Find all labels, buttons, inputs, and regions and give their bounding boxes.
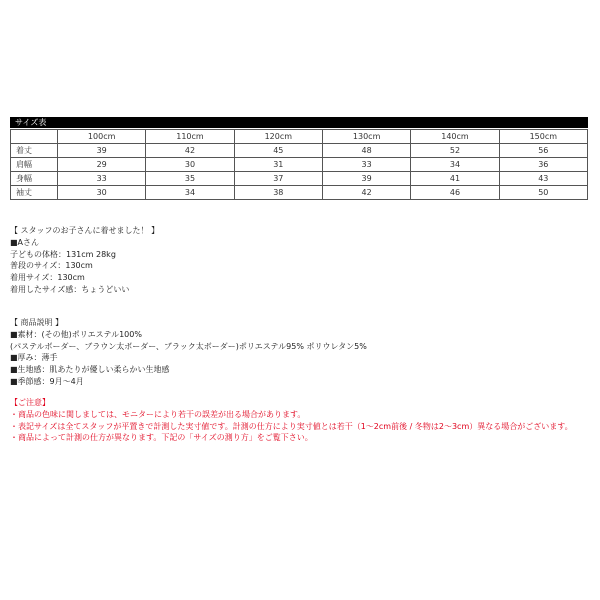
table-cell: 31 — [234, 158, 322, 172]
product-line: (パステルボーダー、ブラウン太ボーダー、ブラック太ボーダー)ポリエステル95% ポリウレタン5% — [10, 341, 367, 351]
table-row — [11, 186, 588, 200]
notes-section — [10, 397, 573, 444]
table-cell: 30 — [58, 186, 146, 200]
staff-line: 着用したサイズ感：ちょうどいい — [10, 284, 130, 294]
product-heading: 【 商品説明 】 — [10, 318, 64, 327]
table-cell: 46 — [411, 186, 499, 200]
size-column-header: 110cm — [146, 130, 234, 144]
table-cell: 42 — [146, 144, 234, 158]
table-cell: 34 — [146, 186, 234, 200]
table-row — [11, 144, 588, 158]
size-column-header: 150cm — [499, 130, 587, 144]
table-cell: 50 — [499, 186, 587, 200]
table-row — [11, 172, 588, 186]
table-cell: 41 — [411, 172, 499, 186]
size-table — [10, 129, 588, 200]
table-cell: 52 — [411, 144, 499, 158]
staff-line: ■Aさん — [10, 237, 40, 247]
notes-heading: 【ご注意】 — [10, 398, 50, 407]
table-cell: 39 — [58, 144, 146, 158]
row-label: 肩幅 — [11, 158, 58, 172]
staff-line: 着用サイズ：130cm — [10, 273, 85, 283]
staff-heading: 【 スタッフのお子さんに着せました！ 】 — [10, 226, 160, 235]
staff-line: 普段のサイズ：130cm — [10, 261, 93, 271]
row-label: 身幅 — [11, 172, 58, 186]
table-row — [11, 158, 588, 172]
notes-line: ・商品によって計測の仕方が異なります。下記の「サイズの測り方」をご覧下さい。 — [10, 433, 313, 443]
product-line: ■素材：(その他)ポリエステル100% — [10, 329, 142, 339]
table-cell: 33 — [322, 158, 410, 172]
table-cell: 56 — [499, 144, 587, 158]
size-table-corner — [11, 130, 58, 144]
notes-line: ・商品の色味に関しましては、モニターにより若干の誤差が出る場合があります。 — [10, 409, 306, 419]
table-cell: 37 — [234, 172, 322, 186]
row-label: 着丈 — [11, 144, 58, 158]
staff-section — [10, 225, 159, 296]
table-cell: 29 — [58, 158, 146, 172]
size-table-header-row — [11, 130, 588, 144]
staff-line: 子どもの体格：131cm 28kg — [10, 249, 116, 259]
table-cell: 43 — [499, 172, 587, 186]
table-cell: 45 — [234, 144, 322, 158]
table-cell: 39 — [322, 172, 410, 186]
table-cell: 38 — [234, 186, 322, 200]
size-column-header: 140cm — [411, 130, 499, 144]
size-column-header: 130cm — [322, 130, 410, 144]
table-cell: 35 — [146, 172, 234, 186]
product-line: ■季節感：9月〜4月 — [10, 376, 84, 386]
product-section — [10, 317, 367, 388]
row-label: 袖丈 — [11, 186, 58, 200]
table-cell: 33 — [58, 172, 146, 186]
size-column-header: 100cm — [58, 130, 146, 144]
size-column-header: 120cm — [234, 130, 322, 144]
product-line: ■厚み：薄手 — [10, 353, 58, 363]
table-cell: 48 — [322, 144, 410, 158]
notes-line: ・表記サイズは全てスタッフが平置きで計測した実寸値です。計測の仕方により実寸値とは若干（1〜2cm前後 / 冬物は2〜3cm）異なる場合がございます。 — [10, 421, 573, 431]
table-cell: 36 — [499, 158, 587, 172]
size-table-title: サイズ表 — [10, 117, 588, 128]
table-cell: 34 — [411, 158, 499, 172]
product-line: ■生地感：肌あたりが優しい柔らかい生地感 — [10, 365, 170, 375]
table-cell: 42 — [322, 186, 410, 200]
table-cell: 30 — [146, 158, 234, 172]
